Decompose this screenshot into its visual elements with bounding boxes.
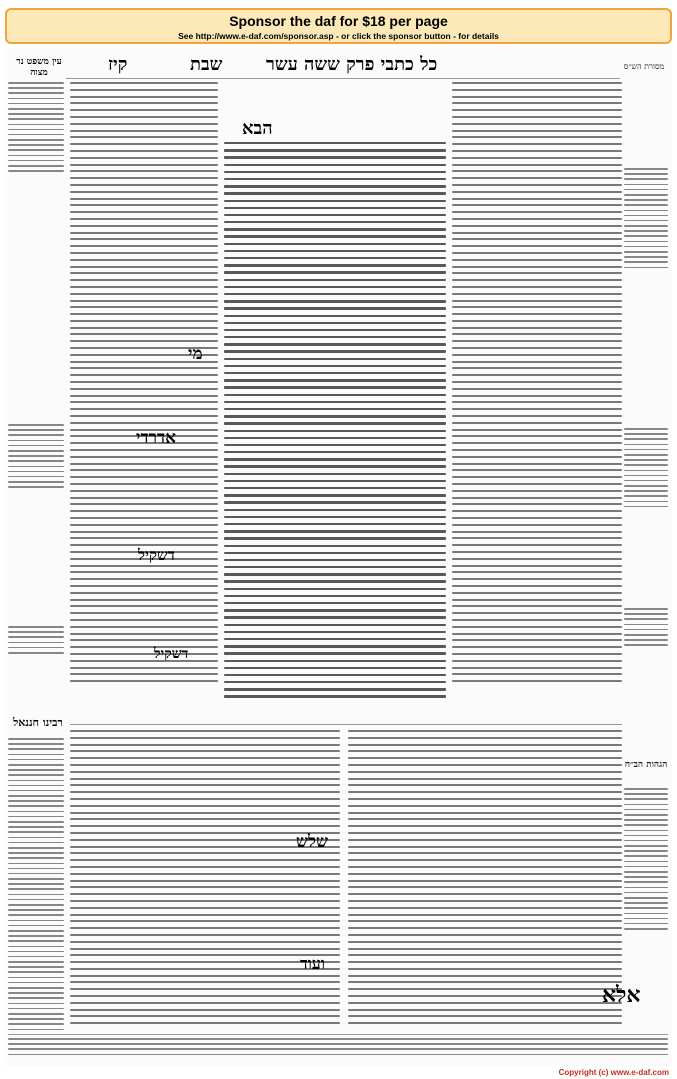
masoret-column-3: [624, 608, 668, 658]
ein-mishpat-header: עין משפט נר מצוה: [16, 57, 62, 78]
section-rule: [70, 724, 622, 725]
tractate-name: שבת: [190, 54, 223, 75]
folio-number: קיז: [108, 54, 128, 75]
rashi-lower-column: [348, 730, 622, 1030]
gemara-opening-word: הבא: [242, 118, 273, 139]
sponsor-title: Sponsor the daf for $18 per page: [229, 13, 448, 29]
ein-mishpat-column-3: [8, 626, 64, 660]
tosafot-column: [70, 82, 218, 722]
dibbur-dashkil-2: דשקיל: [154, 646, 189, 662]
bottom-notes: [8, 1038, 668, 1062]
dibbur-aradi: אדרדי: [136, 428, 177, 448]
ein-mishpat-column: [8, 82, 64, 176]
masoret-column: [624, 168, 668, 278]
dibbur-ela: אלא: [602, 982, 641, 1008]
sponsor-banner[interactable]: [5, 8, 672, 44]
chapter-title: כל כתבי פרק ששה עשר: [266, 54, 438, 75]
gemara-column: [224, 142, 446, 718]
dibbur-mi: מי: [188, 344, 203, 364]
rashi-column: [452, 82, 622, 718]
dibbur-veod: ועוד: [300, 954, 325, 973]
masoret-hashas-label: מסורת הש״ס: [623, 62, 665, 71]
hagahot-habach-label: הגהות הב״ח: [624, 760, 668, 770]
copyright-footer: Copyright (c) www.e-daf.com: [558, 1068, 669, 1077]
bottom-rule: [8, 1034, 668, 1035]
dibbur-dashkil: דשקיל: [138, 546, 175, 564]
hagahot-column: [624, 788, 668, 948]
sponsor-subtitle: See http://www.e-daf.com/sponsor.asp - or click the sponsor button - for details: [178, 31, 499, 41]
rabbenu-chananel-column: [8, 738, 64, 1038]
dibbur-shalosh: שלש: [296, 832, 329, 852]
ein-mishpat-column-2: [8, 424, 64, 494]
masoret-column-2: [624, 428, 668, 518]
header-rule: [66, 78, 620, 79]
rabbenu-chananel-label: רבינו חננאל: [13, 716, 63, 729]
tosafot-lower-column: [70, 730, 340, 1030]
talmud-page: [4, 48, 672, 1066]
